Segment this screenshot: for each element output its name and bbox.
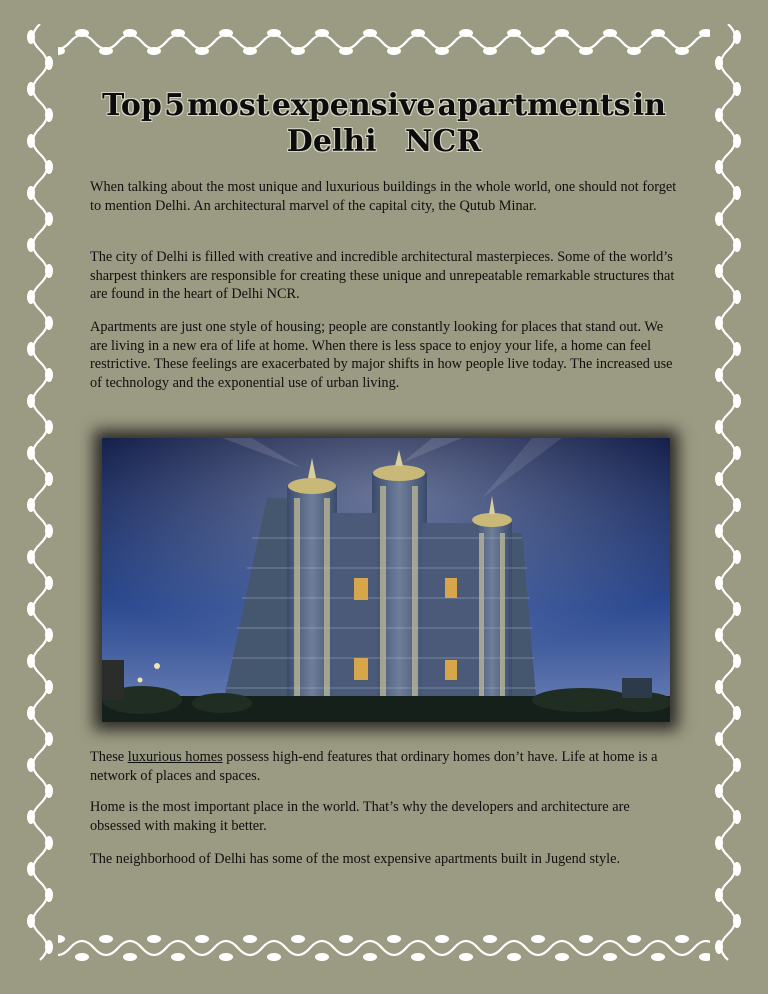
- vine-border-right: [710, 24, 746, 966]
- paragraph-home-importance: Home is the most important place in the world. That’s why the developers and architecture are obsessed with making it better.: [90, 799, 630, 834]
- document-title: [88, 88, 680, 160]
- title-word: apartments: [437, 88, 631, 123]
- title-word: most: [187, 88, 270, 123]
- paragraph-intro: When talking about the most unique and luxurious buildings in the whole world, one should not forget to mention Delhi. An architectural marvel of the capital city, the Qutub Minar.: [90, 179, 677, 214]
- paragraph-architecture: The city of Delhi is filled with creative and incredible architectural masterpieces. Some of the world’s sharpest thinkers are responsible for creating these unique and unrepeatable remarkable structures that are found in the heart of Delhi NCR.: [90, 249, 675, 303]
- paragraph-apartments: Apartments are just one style of housing; people are constantly looking for places that stand out. We are living in a new era of life at home. When there is less space to enjoy your life, a home can feel restrictive. These feelings are exacerbated by major shifts in how people live today. The increased use of technology and the exponential use of urban living.: [90, 319, 673, 391]
- luxurious-homes-link[interactable]: luxurious homes: [127, 749, 223, 765]
- paragraph-text: These: [90, 749, 128, 765]
- title-line-1: [88, 88, 680, 124]
- paragraph-luxurious-homes: [90, 748, 680, 785]
- vine-border-bottom: [22, 930, 746, 966]
- title-word: Top: [102, 88, 162, 123]
- vine-border-left: [22, 24, 58, 966]
- paragraph-text: possess high-end features that ordinary homes don’t have. Life at home is a network of places and spaces.: [90, 749, 658, 784]
- title-line-2: Delhi NCR: [286, 124, 482, 159]
- apartment-towers-photo: [102, 438, 670, 722]
- title-word: 5: [164, 88, 185, 123]
- title-word: expensive: [271, 88, 436, 123]
- vine-border-top: [22, 24, 746, 60]
- paragraph-neighborhood: The neighborhood of Delhi has some of the most expensive apartments built in Jugend style.: [90, 851, 621, 867]
- title-word: in: [632, 88, 666, 123]
